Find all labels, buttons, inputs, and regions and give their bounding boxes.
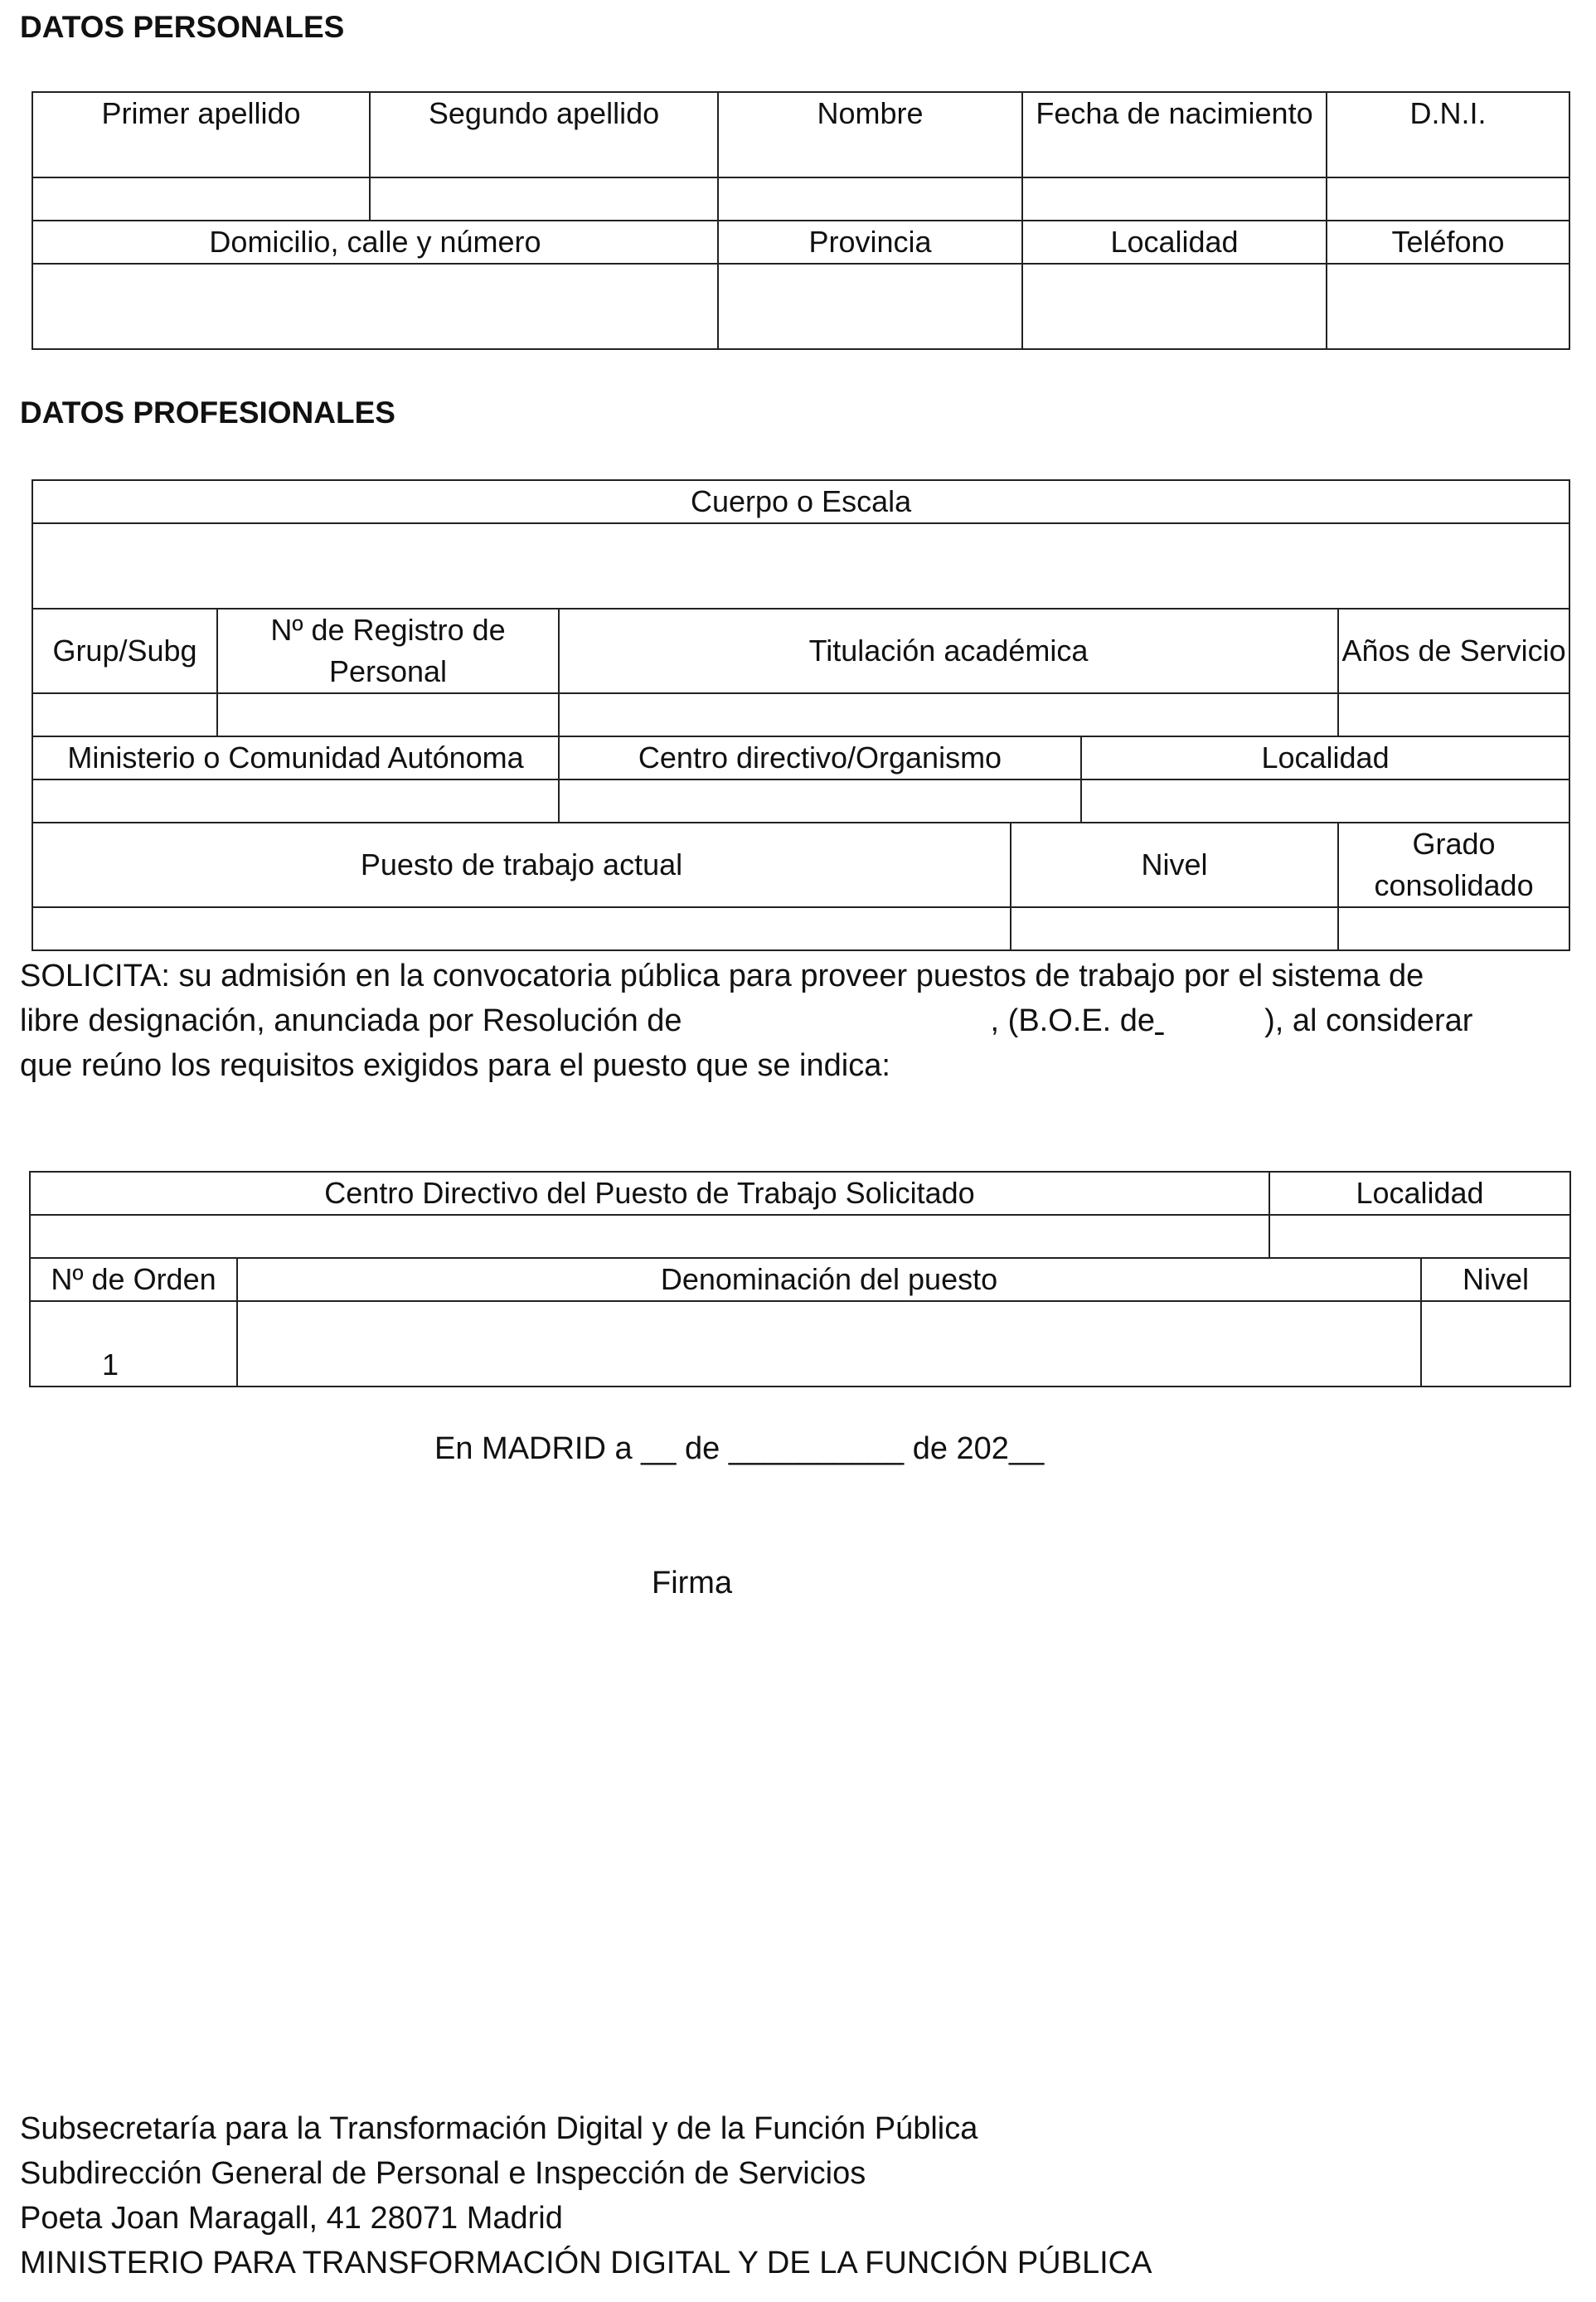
signature-label: Firma xyxy=(652,1566,733,1600)
position-name-label: Denominación del puesto xyxy=(237,1258,1421,1301)
requested-position-table xyxy=(29,1171,1571,1387)
requested-level-field[interactable] xyxy=(1421,1301,1570,1387)
request-line-1: SOLICITA: su admisión en la convocatoria pública para proveer puestos de trabajo por el sistema de xyxy=(20,959,1424,993)
second-surname-label: Segundo apellido xyxy=(370,92,718,177)
ministry-label: Ministerio o Comunidad Autónoma xyxy=(32,736,559,779)
requested-directorate-field[interactable] xyxy=(30,1215,1269,1258)
requested-locality-field[interactable] xyxy=(1269,1215,1570,1258)
second-surname-field[interactable] xyxy=(370,177,718,221)
consolidated-grade-field[interactable] xyxy=(1338,907,1569,950)
name-field[interactable] xyxy=(718,177,1022,221)
degree-label: Titulación académica xyxy=(559,609,1338,693)
footer-line: MINISTERIO PARA TRANSFORMACIÓN DIGITAL Y DE LA FUNCIÓN PÚBLICA xyxy=(20,2246,1152,2280)
requested-directorate-label: Centro Directivo del Puesto de Trabajo Solicitado xyxy=(30,1172,1269,1215)
requested-level-label: Nivel xyxy=(1421,1258,1570,1301)
group-label: Grup/Subg xyxy=(32,609,217,693)
request-paragraph xyxy=(20,954,1579,1088)
registry-number-field[interactable] xyxy=(217,693,559,736)
locality-label: Localidad xyxy=(1022,221,1327,264)
group-field[interactable] xyxy=(32,693,217,736)
phone-label: Teléfono xyxy=(1327,221,1569,264)
boe-text: , (B.O.E. de xyxy=(990,1003,1156,1038)
position-name-field[interactable] xyxy=(237,1301,1421,1387)
request-line-2-end: ), al considerar xyxy=(1264,1003,1473,1038)
ministry-field[interactable] xyxy=(32,779,559,823)
locality-field[interactable] xyxy=(1022,264,1327,349)
professional-data-table xyxy=(32,479,1570,951)
footer-line: Subsecretaría para la Transformación Digital y de la Función Pública xyxy=(20,2111,978,2146)
personal-data-table xyxy=(32,91,1570,350)
request-line-2-text: libre designación, anunciada por Resolución de xyxy=(20,1003,682,1038)
footer-line: Subdirección General de Personal e Inspección de Servicios xyxy=(20,2156,866,2191)
footer-address xyxy=(20,2106,1152,2285)
current-position-label: Puesto de trabajo actual xyxy=(32,823,1011,907)
dni-label: D.N.I. xyxy=(1327,92,1569,177)
request-line-2 xyxy=(20,998,1579,1043)
birth-date-field[interactable] xyxy=(1022,177,1327,221)
footer-line: Poeta Joan Maragall, 41 28071 Madrid xyxy=(20,2201,563,2236)
current-position-field[interactable] xyxy=(32,907,1011,950)
corps-label: Cuerpo o Escala xyxy=(32,480,1569,523)
address-field[interactable] xyxy=(32,264,718,349)
province-field[interactable] xyxy=(718,264,1022,349)
directorate-field[interactable] xyxy=(559,779,1081,823)
professional-data-heading: DATOS PROFESIONALES xyxy=(20,396,395,430)
request-line-3: que reúno los requisitos exigidos para el puesto que se indica: xyxy=(20,1048,890,1083)
date-line: En MADRID a __ de __________ de 202__ xyxy=(434,1431,1045,1466)
years-service-field[interactable] xyxy=(1338,693,1569,736)
first-surname-label: Primer apellido xyxy=(32,92,370,177)
requested-locality-label: Localidad xyxy=(1269,1172,1570,1215)
directorate-label: Centro directivo/Organismo xyxy=(559,736,1081,779)
level-label: Nivel xyxy=(1011,823,1338,907)
phone-field[interactable] xyxy=(1327,264,1569,349)
first-surname-field[interactable] xyxy=(32,177,370,221)
professional-locality-label: Localidad xyxy=(1081,736,1569,779)
years-service-label: Años de Servicio xyxy=(1338,609,1569,693)
corps-field[interactable] xyxy=(32,523,1569,609)
personal-data-heading: DATOS PERSONALES xyxy=(20,10,345,44)
level-field[interactable] xyxy=(1011,907,1338,950)
address-label: Domicilio, calle y número xyxy=(32,221,718,264)
name-label: Nombre xyxy=(718,92,1022,177)
degree-field[interactable] xyxy=(559,693,1338,736)
boe-date-blank[interactable] xyxy=(1155,998,1264,1043)
consolidated-grade-label: Grado consolidado xyxy=(1338,823,1569,907)
province-label: Provincia xyxy=(718,221,1022,264)
order-number-value: 1 xyxy=(30,1301,237,1387)
dni-field[interactable] xyxy=(1327,177,1569,221)
registry-number-label: Nº de Registro de Personal xyxy=(217,609,559,693)
order-number-label: Nº de Orden xyxy=(30,1258,237,1301)
birth-date-label: Fecha de nacimiento xyxy=(1022,92,1327,177)
professional-locality-field[interactable] xyxy=(1081,779,1569,823)
